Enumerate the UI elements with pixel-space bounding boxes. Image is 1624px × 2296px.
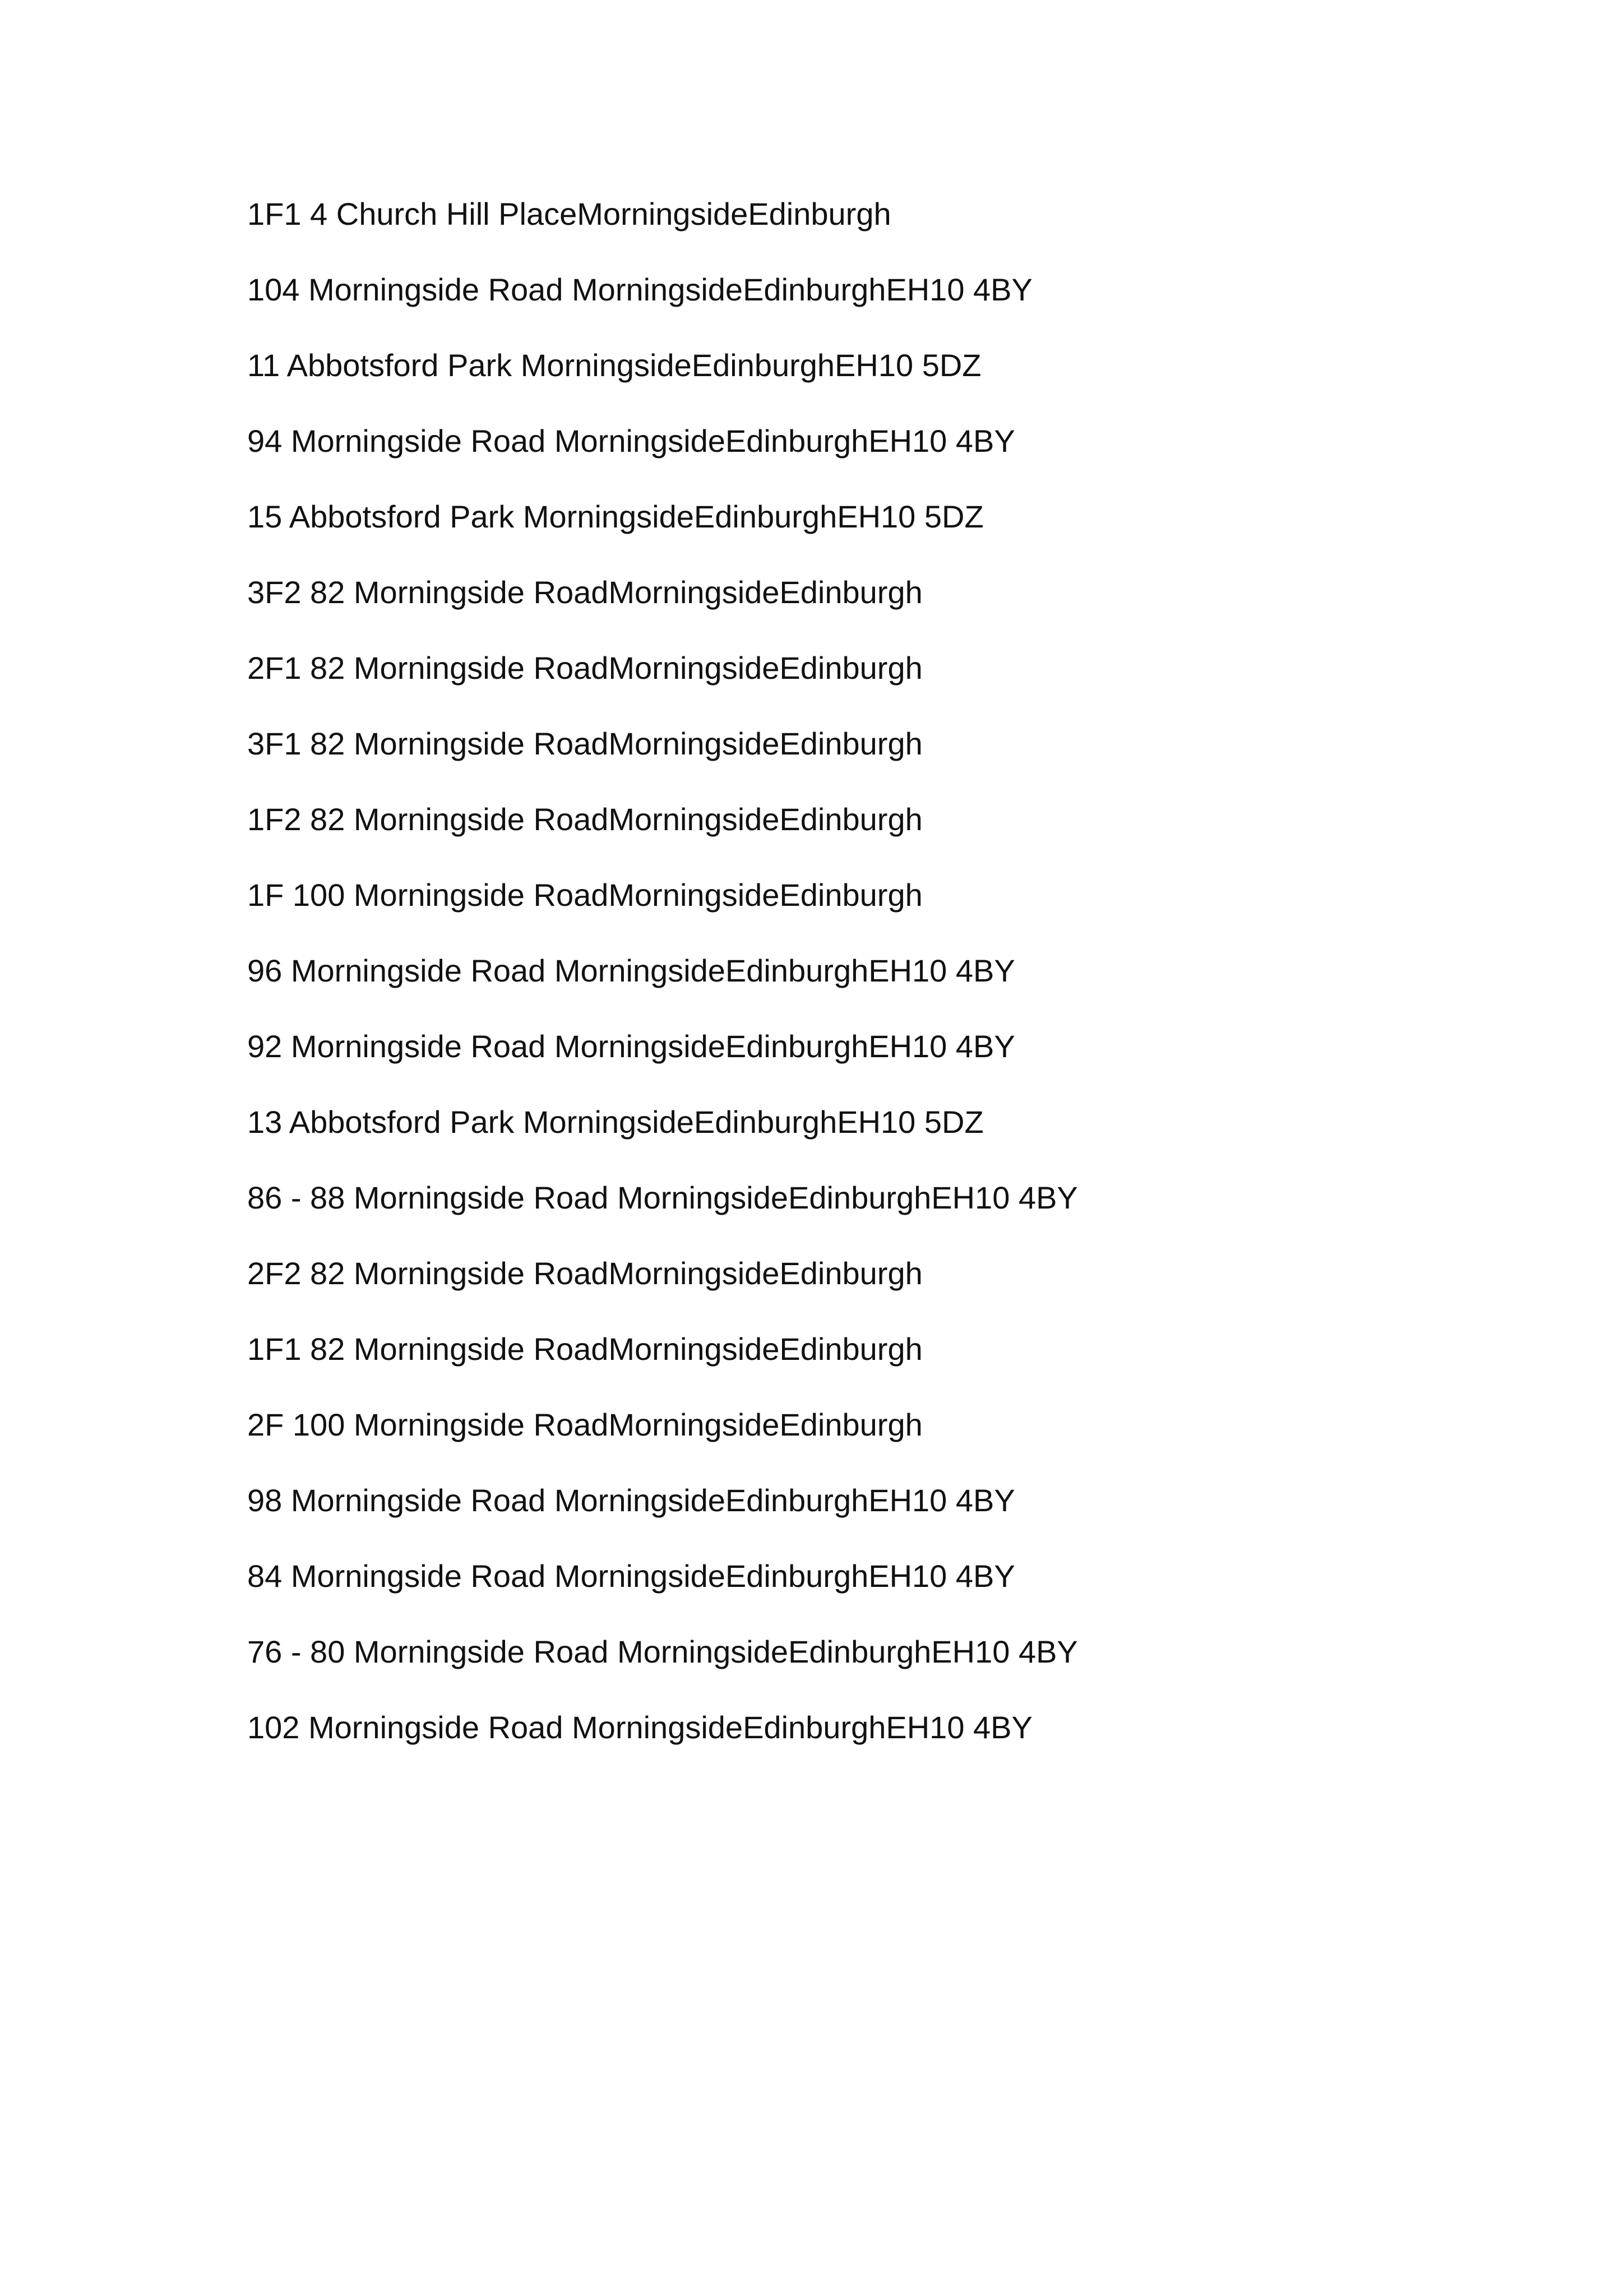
address-line: 13 Abbotsford Park MorningsideEdinburghEH10 5DZ <box>247 1104 984 1140</box>
address-line: 2F2 82 Morningside RoadMorningsideEdinburgh <box>247 1256 923 1291</box>
address-line: 98 Morningside Road MorningsideEdinburghEH10 4BY <box>247 1483 1015 1518</box>
address-line: 11 Abbotsford Park MorningsideEdinburghEH10 5DZ <box>247 348 982 383</box>
address-line: 15 Abbotsford Park MorningsideEdinburghEH10 5DZ <box>247 499 984 534</box>
address-line: 92 Morningside Road MorningsideEdinburghEH10 4BY <box>247 1029 1015 1064</box>
address-line: 1F1 82 Morningside RoadMorningsideEdinburgh <box>247 1331 923 1367</box>
address-line: 3F2 82 Morningside RoadMorningsideEdinburgh <box>247 575 923 610</box>
address-line: 2F 100 Morningside RoadMorningsideEdinburgh <box>247 1407 923 1442</box>
address-line: 102 Morningside Road MorningsideEdinburghEH10 4BY <box>247 1710 1033 1745</box>
address-line: 3F1 82 Morningside RoadMorningsideEdinburgh <box>247 726 923 761</box>
address-line: 84 Morningside Road MorningsideEdinburghEH10 4BY <box>247 1558 1015 1594</box>
address-line: 2F1 82 Morningside RoadMorningsideEdinburgh <box>247 650 923 686</box>
address-line: 94 Morningside Road MorningsideEdinburghEH10 4BY <box>247 423 1015 459</box>
address-list <box>247 196 1078 1785</box>
address-line: 104 Morningside Road MorningsideEdinburghEH10 4BY <box>247 272 1033 307</box>
address-line: 1F 100 Morningside RoadMorningsideEdinburgh <box>247 877 923 913</box>
address-line: 76 - 80 Morningside Road MorningsideEdinburghEH10 4BY <box>247 1634 1078 1669</box>
address-line: 96 Morningside Road MorningsideEdinburghEH10 4BY <box>247 953 1015 988</box>
address-line: 1F2 82 Morningside RoadMorningsideEdinburgh <box>247 802 923 837</box>
address-line: 86 - 88 Morningside Road MorningsideEdinburghEH10 4BY <box>247 1180 1078 1215</box>
address-line: 1F1 4 Church Hill PlaceMorningsideEdinburgh <box>247 196 891 232</box>
